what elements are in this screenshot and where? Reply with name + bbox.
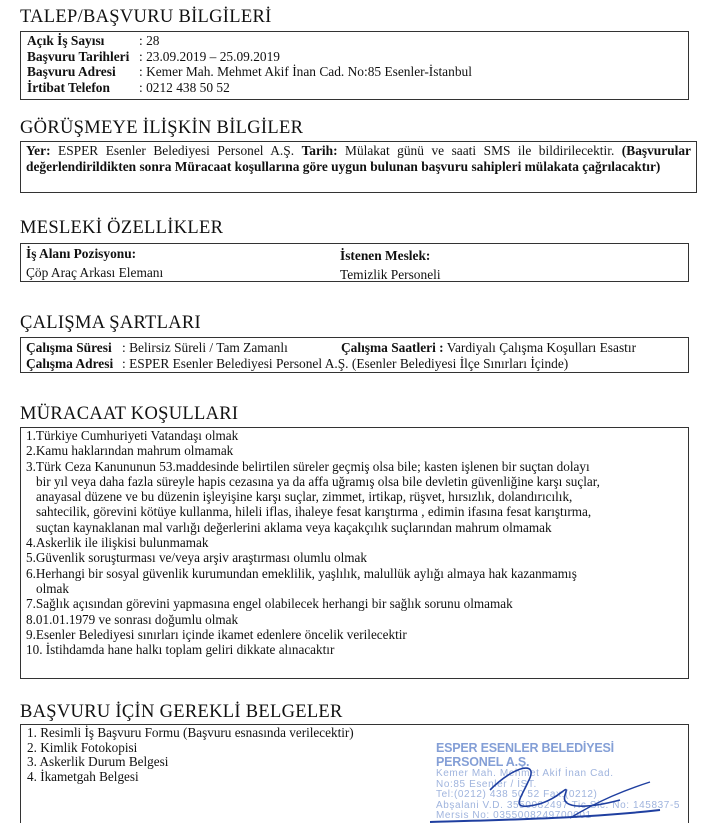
gorusme-note: (Başvurular değerlendirildikten sonra Müracaat koşullarına göre uygun bulunan başvuru sahipleri mülakata çağrılacaktır) [26, 143, 691, 174]
section-title-muracaat: MÜRACAAT KOŞULLARI [20, 404, 239, 424]
condition-item: 1.Türkiye Cumhuriyeti Vatandaşı olmak [26, 428, 239, 443]
section-title-belgeler: BAŞVURU İÇİN GEREKLİ BELGELER [20, 702, 343, 722]
field-value: : Kemer Mah. Mehmet Akif İnan Cad. No:85 Esenler-İstanbul [139, 64, 472, 79]
talep-row [27, 64, 682, 80]
saat-value: Vardiyalı Çalışma Koşulları Esastır [443, 340, 637, 355]
section-title-meslek: MESLEKİ ÖZELLİKLER [20, 218, 224, 238]
talep-row [27, 33, 682, 49]
condition-item-cont: anayasal düzene ve bu düzenin işleyişine karşı suçlar, zimmet, irtikap, rüşvet, hırsızlık, dolandırıcılık, [36, 489, 573, 505]
condition-item: 3.Türk Ceza Kanununun 53.maddesinde belirtilen süreler geçmiş olsa bile; kasten işlenen bir suçtan dolayı [26, 458, 590, 474]
condition-item: 6.Herhangi bir sosyal güvenlik kurumundan emeklilik, yaşlılık, malullük aylığı almaya hak kazanmamış [26, 565, 577, 581]
stamp-line: Kemer Mah. Mehmet Akif İnan Cad. [436, 768, 614, 779]
meslek-box [20, 243, 689, 282]
sure-value: : Belirsiz Süreli / Tam Zamanlı [122, 340, 288, 355]
condition-item: 9.Esenler Belediyesi sınırları içinde ikamet edenlere öncelik verilecektir [26, 626, 407, 642]
section-title-talep: TALEP/BAŞVURU BİLGİLERİ [20, 7, 272, 27]
meslek-label: İstenen Meslek: [340, 248, 431, 263]
talep-row [27, 49, 682, 65]
stamp-line: Tel:(0212) 438 50 52 Fax:(0212) [436, 789, 598, 800]
section-title-calisma: ÇALIŞMA ŞARTLARI [20, 313, 202, 333]
talep-box [20, 31, 689, 100]
adres-label: Çalışma Adresi [26, 355, 114, 371]
yer-label: Yer: [26, 143, 51, 158]
stamp-line: Abşalani V.D. 3550082497 Tic.Sic. No: 145837-5 [436, 799, 681, 811]
sure-label: Çalışma Süresi [26, 340, 112, 355]
stamp-title: ESPER ESENLER BELEDİYESİ PERSONEL A.Ş. [436, 741, 614, 769]
stamp-line: Mersis No: 0355008249700001 [436, 810, 592, 821]
field-label: Açık İş Sayısı [27, 33, 105, 48]
field-value: : 23.09.2019 – 25.09.2019 [139, 48, 280, 64]
tarih-label: Tarih: [301, 143, 338, 158]
field-label: Başvuru Adresi [27, 64, 116, 79]
field-label: İrtibat Telefon [27, 79, 110, 95]
condition-item-cont: suçtan kaynaklanan mal varlığı değerlerini aklama veya kaçakçılık suçlarından mahrum olmamak [36, 519, 552, 535]
talep-row [27, 80, 682, 96]
calisma-row [26, 356, 683, 372]
calisma-box [20, 337, 689, 373]
calisma-row [26, 340, 683, 356]
document-item: 3. Askerlik Durum Belgesi [27, 754, 169, 770]
condition-item: 7.Sağlık açısından görevini yapmasına engel olabilecek herhangi bir sağlık sorunu olmamak [26, 596, 513, 612]
document-item: 1. Resimli İş Başvuru Formu (Başvuru esnasında verilecektir) [27, 725, 354, 740]
condition-item: 5.Güvenlik soruşturması ve/veya arşiv araştırması olumlu olmak [26, 550, 367, 566]
pos-value: Çöp Araç Arkası Elemanı [26, 264, 164, 280]
field-label: Başvuru Tarihleri [27, 48, 130, 64]
field-value: : 28 [139, 33, 160, 48]
pos-label: İş Alanı Pozisyonu: [26, 246, 137, 261]
condition-item-cont: bir yıl veya daha fazla süreyle hapis cezasına ya da affa uğramış olsa bile devletin güvenliğine karşı suçlar, [36, 473, 600, 489]
adres-value: : ESPER Esenler Belediyesi Personel A.Ş. (Esenler Belediyesi İlçe Sınırları İçinde) [122, 355, 569, 371]
meslek-value: Temizlik Personeli [340, 266, 441, 282]
section-title-gorusme: GÖRÜŞMEYE İLİŞKİN BİLGİLER [20, 118, 304, 138]
condition-item: 2.Kamu haklarından mahrum olmamak [26, 443, 234, 459]
document-item: 4. İkametgah Belgesi [27, 768, 139, 784]
condition-item: 4.Askerlik ile ilişkisi bulunmamak [26, 535, 209, 551]
condition-item: 10. İstihdamda hane halkı toplam geliri dikkate alınacaktır [26, 642, 335, 658]
signature-icon [420, 760, 680, 823]
condition-item: 8.01.01.1979 ve sonrası doğumlu olmak [26, 611, 239, 627]
stamp-line: No:85 Esenler / İST. [436, 778, 537, 790]
muracaat-box [20, 427, 689, 679]
condition-item-cont: olmak [36, 580, 69, 596]
yer-value: ESPER Esenler Belediyesi Personel A.Ş. [50, 143, 302, 158]
document-item: 2. Kimlik Fotokopisi [27, 739, 138, 755]
condition-item-cont: sahtecilik, görevini kötüye kullanma, hileli iflas, ihaleye fesat karıştırma , edimin ifasına fesat karıştırma, [36, 504, 592, 520]
gorusme-box [20, 141, 697, 193]
field-value: : 0212 438 50 52 [139, 79, 230, 95]
saat-label: Çalışma Saatleri : [341, 340, 444, 355]
tarih-value: Mülakat günü ve saati SMS ile bildirilecektir. [337, 143, 622, 158]
